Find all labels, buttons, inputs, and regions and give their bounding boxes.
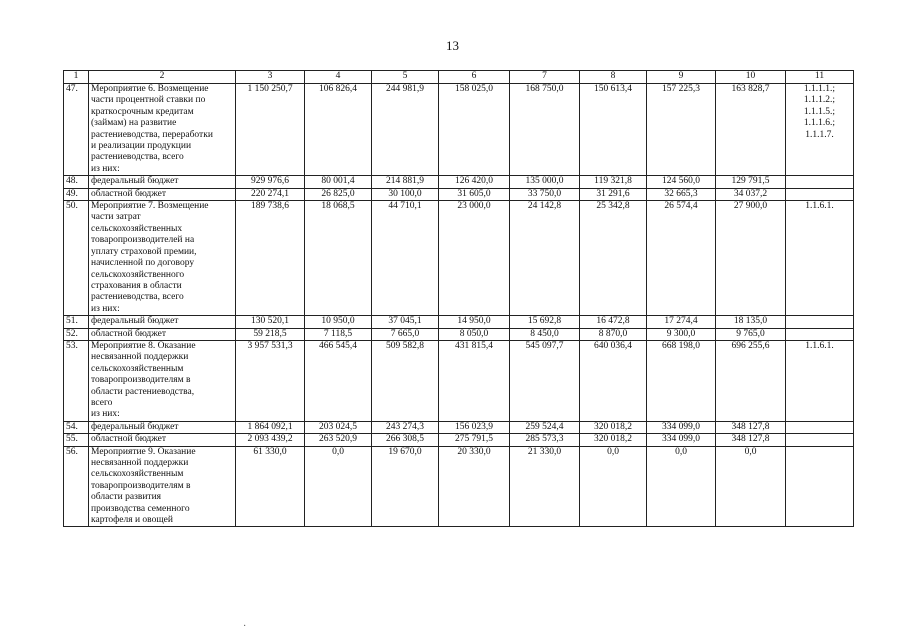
row-label-line: товаропроизводителей на <box>91 235 195 246</box>
value-cell-col-8: 119 321,8 <box>580 176 647 188</box>
value-cell-col-8: 8 870,0 <box>580 328 647 340</box>
value-cell-col-9: 334 099,0 <box>647 421 716 433</box>
column-header-5: 5 <box>372 71 439 84</box>
row-label-line: сельскохозяйственным <box>91 469 184 480</box>
row-label <box>89 340 236 421</box>
row-label-line: части затрат <box>91 212 141 223</box>
row-label <box>89 446 236 527</box>
value-cell-col-7: 15 692,8 <box>510 316 580 328</box>
value-cell-col-10: 18 135,0 <box>716 316 786 328</box>
table-body <box>64 84 854 527</box>
row-label-line: несвязанной поддержки <box>91 352 189 363</box>
value-cell-col-7: 259 524,4 <box>510 421 580 433</box>
value-cell-col-3: 1 150 250,7 <box>236 84 305 176</box>
row-number: 49. <box>64 188 89 200</box>
row-label-line: товаропроизводителям в <box>91 480 191 491</box>
row-number: 47. <box>64 84 89 176</box>
value-cell-col-6: 23 000,0 <box>439 201 510 316</box>
value-cell-col-6: 158 025,0 <box>439 84 510 176</box>
row-label-line: федеральный бюджет <box>91 316 179 327</box>
value-cell-col-3: 61 330,0 <box>236 446 305 527</box>
row-label <box>89 328 236 340</box>
row-label-line: уплату страховой премии, <box>91 246 197 257</box>
value-cell-col-4: 466 545,4 <box>305 340 372 421</box>
value-cell-col-6: 156 023,9 <box>439 421 510 433</box>
indicator-code: 1.1.6.1. <box>805 201 834 212</box>
value-cell-col-4: 26 825,0 <box>305 188 372 200</box>
value-cell-col-9: 334 099,0 <box>647 434 716 446</box>
value-cell-col-10: 696 255,6 <box>716 340 786 421</box>
row-label-line: растениеводства, всего <box>91 152 184 163</box>
value-cell-col-5: 19 670,0 <box>372 446 439 527</box>
value-cell-col-5: 243 274,3 <box>372 421 439 433</box>
column-header-1: 1 <box>64 71 89 84</box>
row-label <box>89 316 236 328</box>
value-cell-col-4: 7 118,5 <box>305 328 372 340</box>
value-cell-col-6: 126 420,0 <box>439 176 510 188</box>
value-cell-col-8: 640 036,4 <box>580 340 647 421</box>
value-cell-col-3: 929 976,6 <box>236 176 305 188</box>
value-cell-col-10: 27 900,0 <box>716 201 786 316</box>
value-cell-col-5: 266 308,5 <box>372 434 439 446</box>
indicator-codes <box>786 340 854 421</box>
row-label-line: всего <box>91 397 113 408</box>
row-label-line: растениеводства, всего <box>91 292 184 303</box>
column-header-4: 4 <box>305 71 372 84</box>
column-header-3: 3 <box>236 71 305 84</box>
row-label <box>89 421 236 433</box>
value-cell-col-6: 14 950,0 <box>439 316 510 328</box>
column-header-2: 2 <box>89 71 236 84</box>
value-cell-col-10: 0,0 <box>716 446 786 527</box>
value-cell-col-9: 124 560,0 <box>647 176 716 188</box>
indicator-codes <box>786 188 854 200</box>
scan-mark: · <box>243 621 247 632</box>
value-cell-col-3: 59 218,5 <box>236 328 305 340</box>
value-cell-col-4: 263 520,9 <box>305 434 372 446</box>
value-cell-col-9: 26 574,4 <box>647 201 716 316</box>
row-label <box>89 176 236 188</box>
value-cell-col-7: 135 000,0 <box>510 176 580 188</box>
column-header-8: 8 <box>580 71 647 84</box>
value-cell-col-9: 17 274,4 <box>647 316 716 328</box>
row-label-line: Мероприятие 6. Возмещение <box>91 84 209 94</box>
row-number: 50. <box>64 201 89 316</box>
value-cell-col-4: 80 001,4 <box>305 176 372 188</box>
value-cell-col-7: 545 097,7 <box>510 340 580 421</box>
header-row <box>64 71 854 84</box>
row-label-line: части процентной ставки по <box>91 95 206 106</box>
table-row <box>64 421 854 433</box>
table-row <box>64 201 854 316</box>
table-row <box>64 84 854 176</box>
value-cell-col-5: 509 582,8 <box>372 340 439 421</box>
row-label-line: Мероприятие 7. Возмещение <box>91 201 209 212</box>
value-cell-col-9: 32 665,3 <box>647 188 716 200</box>
table-row <box>64 434 854 446</box>
value-cell-col-9: 9 300,0 <box>647 328 716 340</box>
indicator-code: 1.1.6.1. <box>805 340 834 351</box>
value-cell-col-7: 285 573,3 <box>510 434 580 446</box>
row-label <box>89 201 236 316</box>
indicator-codes <box>786 84 854 176</box>
value-cell-col-8: 25 342,8 <box>580 201 647 316</box>
value-cell-col-9: 0,0 <box>647 446 716 527</box>
value-cell-col-5: 7 665,0 <box>372 328 439 340</box>
value-cell-col-8: 31 291,6 <box>580 188 647 200</box>
row-label-line: из них: <box>91 409 120 420</box>
value-cell-col-4: 18 068,5 <box>305 201 372 316</box>
table-row <box>64 328 854 340</box>
row-label-line: сельскохозяйственных <box>91 223 183 234</box>
value-cell-col-3: 3 957 531,3 <box>236 340 305 421</box>
row-label <box>89 84 236 176</box>
budget-table <box>63 70 854 527</box>
row-number: 54. <box>64 421 89 433</box>
row-label-line: из них: <box>91 163 120 174</box>
value-cell-col-4: 106 826,4 <box>305 84 372 176</box>
value-cell-col-6: 275 791,5 <box>439 434 510 446</box>
table-row <box>64 446 854 527</box>
column-header-10: 10 <box>716 71 786 84</box>
value-cell-col-10: 34 037,2 <box>716 188 786 200</box>
value-cell-col-7: 168 750,0 <box>510 84 580 176</box>
table-row <box>64 316 854 328</box>
table-row <box>64 176 854 188</box>
row-number: 53. <box>64 340 89 421</box>
row-label-line: начисленной по договору <box>91 258 195 269</box>
row-number: 55. <box>64 434 89 446</box>
indicator-codes <box>786 316 854 328</box>
value-cell-col-8: 320 018,2 <box>580 434 647 446</box>
value-cell-col-7: 24 142,8 <box>510 201 580 316</box>
value-cell-col-8: 16 472,8 <box>580 316 647 328</box>
value-cell-col-3: 189 738,6 <box>236 201 305 316</box>
indicator-code: 1.1.1.5.; <box>803 106 836 117</box>
row-label-line: растениеводства, переработки <box>91 129 213 140</box>
value-cell-col-3: 2 093 439,2 <box>236 434 305 446</box>
value-cell-col-5: 30 100,0 <box>372 188 439 200</box>
row-label-line: товаропроизводителям в <box>91 375 191 386</box>
column-header-7: 7 <box>510 71 580 84</box>
value-cell-col-9: 668 198,0 <box>647 340 716 421</box>
row-label-line: области развития <box>91 492 162 503</box>
column-header-11: 11 <box>786 71 854 84</box>
value-cell-col-8: 150 613,4 <box>580 84 647 176</box>
indicator-codes <box>786 421 854 433</box>
value-cell-col-5: 37 045,1 <box>372 316 439 328</box>
indicator-codes <box>786 434 854 446</box>
row-number: 56. <box>64 446 89 527</box>
value-cell-col-3: 1 864 092,1 <box>236 421 305 433</box>
value-cell-col-8: 320 018,2 <box>580 421 647 433</box>
value-cell-col-6: 8 050,0 <box>439 328 510 340</box>
row-label-line: федеральный бюджет <box>91 176 179 187</box>
row-label-line: области растениеводства, <box>91 386 195 397</box>
value-cell-col-6: 431 815,4 <box>439 340 510 421</box>
value-cell-col-4: 203 024,5 <box>305 421 372 433</box>
row-label-line: областной бюджет <box>91 188 167 199</box>
value-cell-col-7: 21 330,0 <box>510 446 580 527</box>
row-number: 52. <box>64 328 89 340</box>
indicator-code: 1.1.1.2.; <box>803 95 836 106</box>
value-cell-col-6: 20 330,0 <box>439 446 510 527</box>
row-label-line: и реализации продукции <box>91 141 192 152</box>
value-cell-col-4: 0,0 <box>305 446 372 527</box>
value-cell-col-6: 31 605,0 <box>439 188 510 200</box>
value-cell-col-7: 33 750,0 <box>510 188 580 200</box>
row-label-line: Мероприятие 9. Оказание <box>91 446 196 457</box>
row-label-line: из них: <box>91 303 120 314</box>
indicator-codes <box>786 446 854 527</box>
indicator-codes <box>786 201 854 316</box>
row-label <box>89 434 236 446</box>
row-label-line: сельскохозяйственного <box>91 269 185 280</box>
value-cell-col-3: 220 274,1 <box>236 188 305 200</box>
value-cell-col-5: 214 881,9 <box>372 176 439 188</box>
value-cell-col-8: 0,0 <box>580 446 647 527</box>
value-cell-col-5: 244 981,9 <box>372 84 439 176</box>
row-label-line: областной бюджет <box>91 434 167 445</box>
indicator-codes <box>786 176 854 188</box>
row-label-line: областной бюджет <box>91 328 167 339</box>
indicator-code: 1.1.1.1.; <box>803 84 836 94</box>
value-cell-col-5: 44 710,1 <box>372 201 439 316</box>
page-number: 13 <box>446 38 459 53</box>
row-label-line: Мероприятие 8. Оказание <box>91 340 196 351</box>
table-row <box>64 340 854 421</box>
row-label <box>89 188 236 200</box>
table-row <box>64 188 854 200</box>
column-header-6: 6 <box>439 71 510 84</box>
value-cell-col-10: 129 791,5 <box>716 176 786 188</box>
row-label-line: производства семенного <box>91 503 190 514</box>
row-label-line: страхования в области <box>91 280 182 291</box>
row-label-line: федеральный бюджет <box>91 421 179 432</box>
indicator-code: 1.1.1.7. <box>805 129 834 140</box>
value-cell-col-10: 163 828,7 <box>716 84 786 176</box>
value-cell-col-3: 130 520,1 <box>236 316 305 328</box>
column-header-9: 9 <box>647 71 716 84</box>
row-label-line: краткосрочным кредитам <box>91 106 194 117</box>
indicator-code: 1.1.1.6.; <box>803 118 836 129</box>
value-cell-col-4: 10 950,0 <box>305 316 372 328</box>
row-label-line: несвязанной поддержки <box>91 458 189 468</box>
value-cell-col-10: 9 765,0 <box>716 328 786 340</box>
row-label-line: (займам) на развитие <box>91 118 177 129</box>
row-number: 48. <box>64 176 89 188</box>
value-cell-col-7: 8 450,0 <box>510 328 580 340</box>
value-cell-col-10: 348 127,8 <box>716 421 786 433</box>
row-label-line: картофеля и овощей <box>91 515 173 526</box>
indicator-codes <box>786 328 854 340</box>
value-cell-col-9: 157 225,3 <box>647 84 716 176</box>
row-label-line: сельскохозяйственным <box>91 363 184 374</box>
value-cell-col-10: 348 127,8 <box>716 434 786 446</box>
row-number: 51. <box>64 316 89 328</box>
